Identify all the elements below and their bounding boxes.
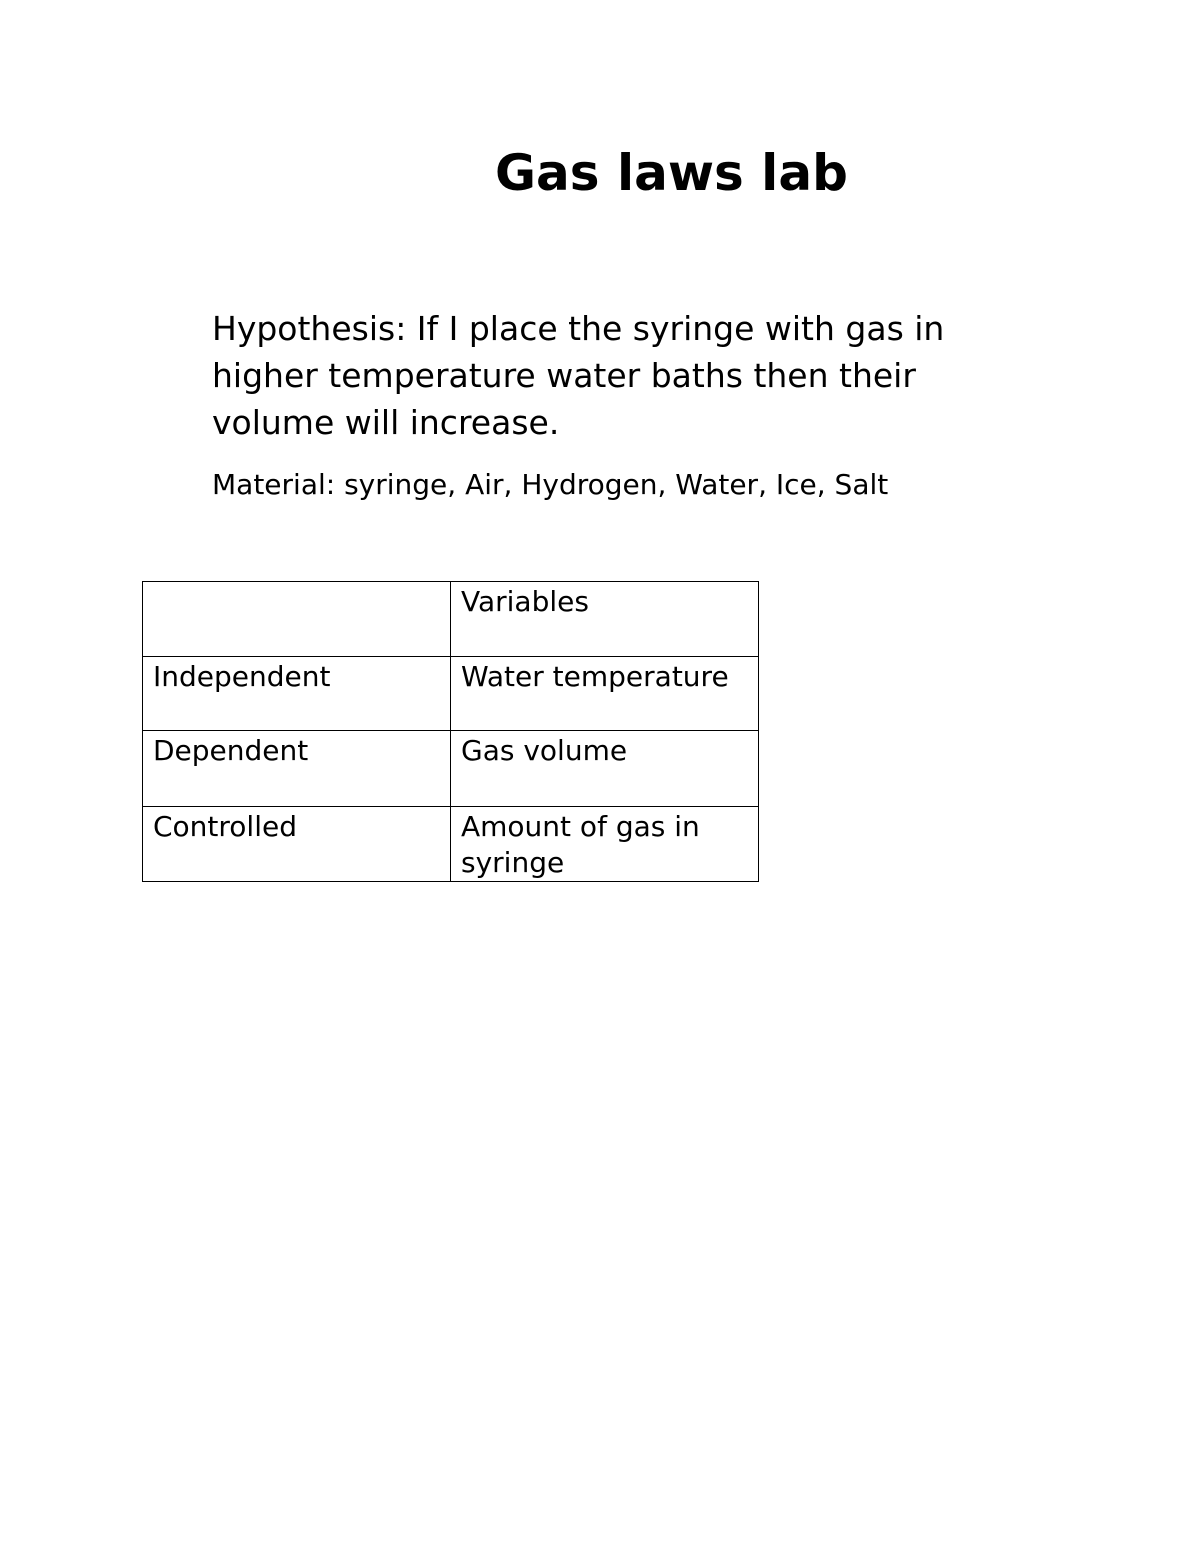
table-row <box>143 807 759 882</box>
variable-value-cell: Water temperature <box>451 657 759 731</box>
table-header-cell: Variables <box>451 582 759 657</box>
variable-type-cell: Controlled <box>143 807 451 882</box>
table-row <box>143 657 759 731</box>
table-header-cell <box>143 582 451 657</box>
variable-type-cell: Dependent <box>143 731 451 807</box>
table-row <box>143 731 759 807</box>
table-header-row <box>143 582 759 657</box>
hypothesis-text: Hypothesis: If I place the syringe with gas in higher temperature water baths then their volume will increase. <box>212 309 945 442</box>
variable-value-cell: Gas volume <box>451 731 759 807</box>
variables-table <box>142 581 759 882</box>
variable-value-cell: Amount of gas in syringe <box>451 807 759 882</box>
material-text: Material: syringe, Air, Hydrogen, Water, Ice, Salt <box>212 468 889 501</box>
variable-type-cell: Independent <box>143 657 451 731</box>
page-title: Gas laws lab <box>495 144 848 202</box>
